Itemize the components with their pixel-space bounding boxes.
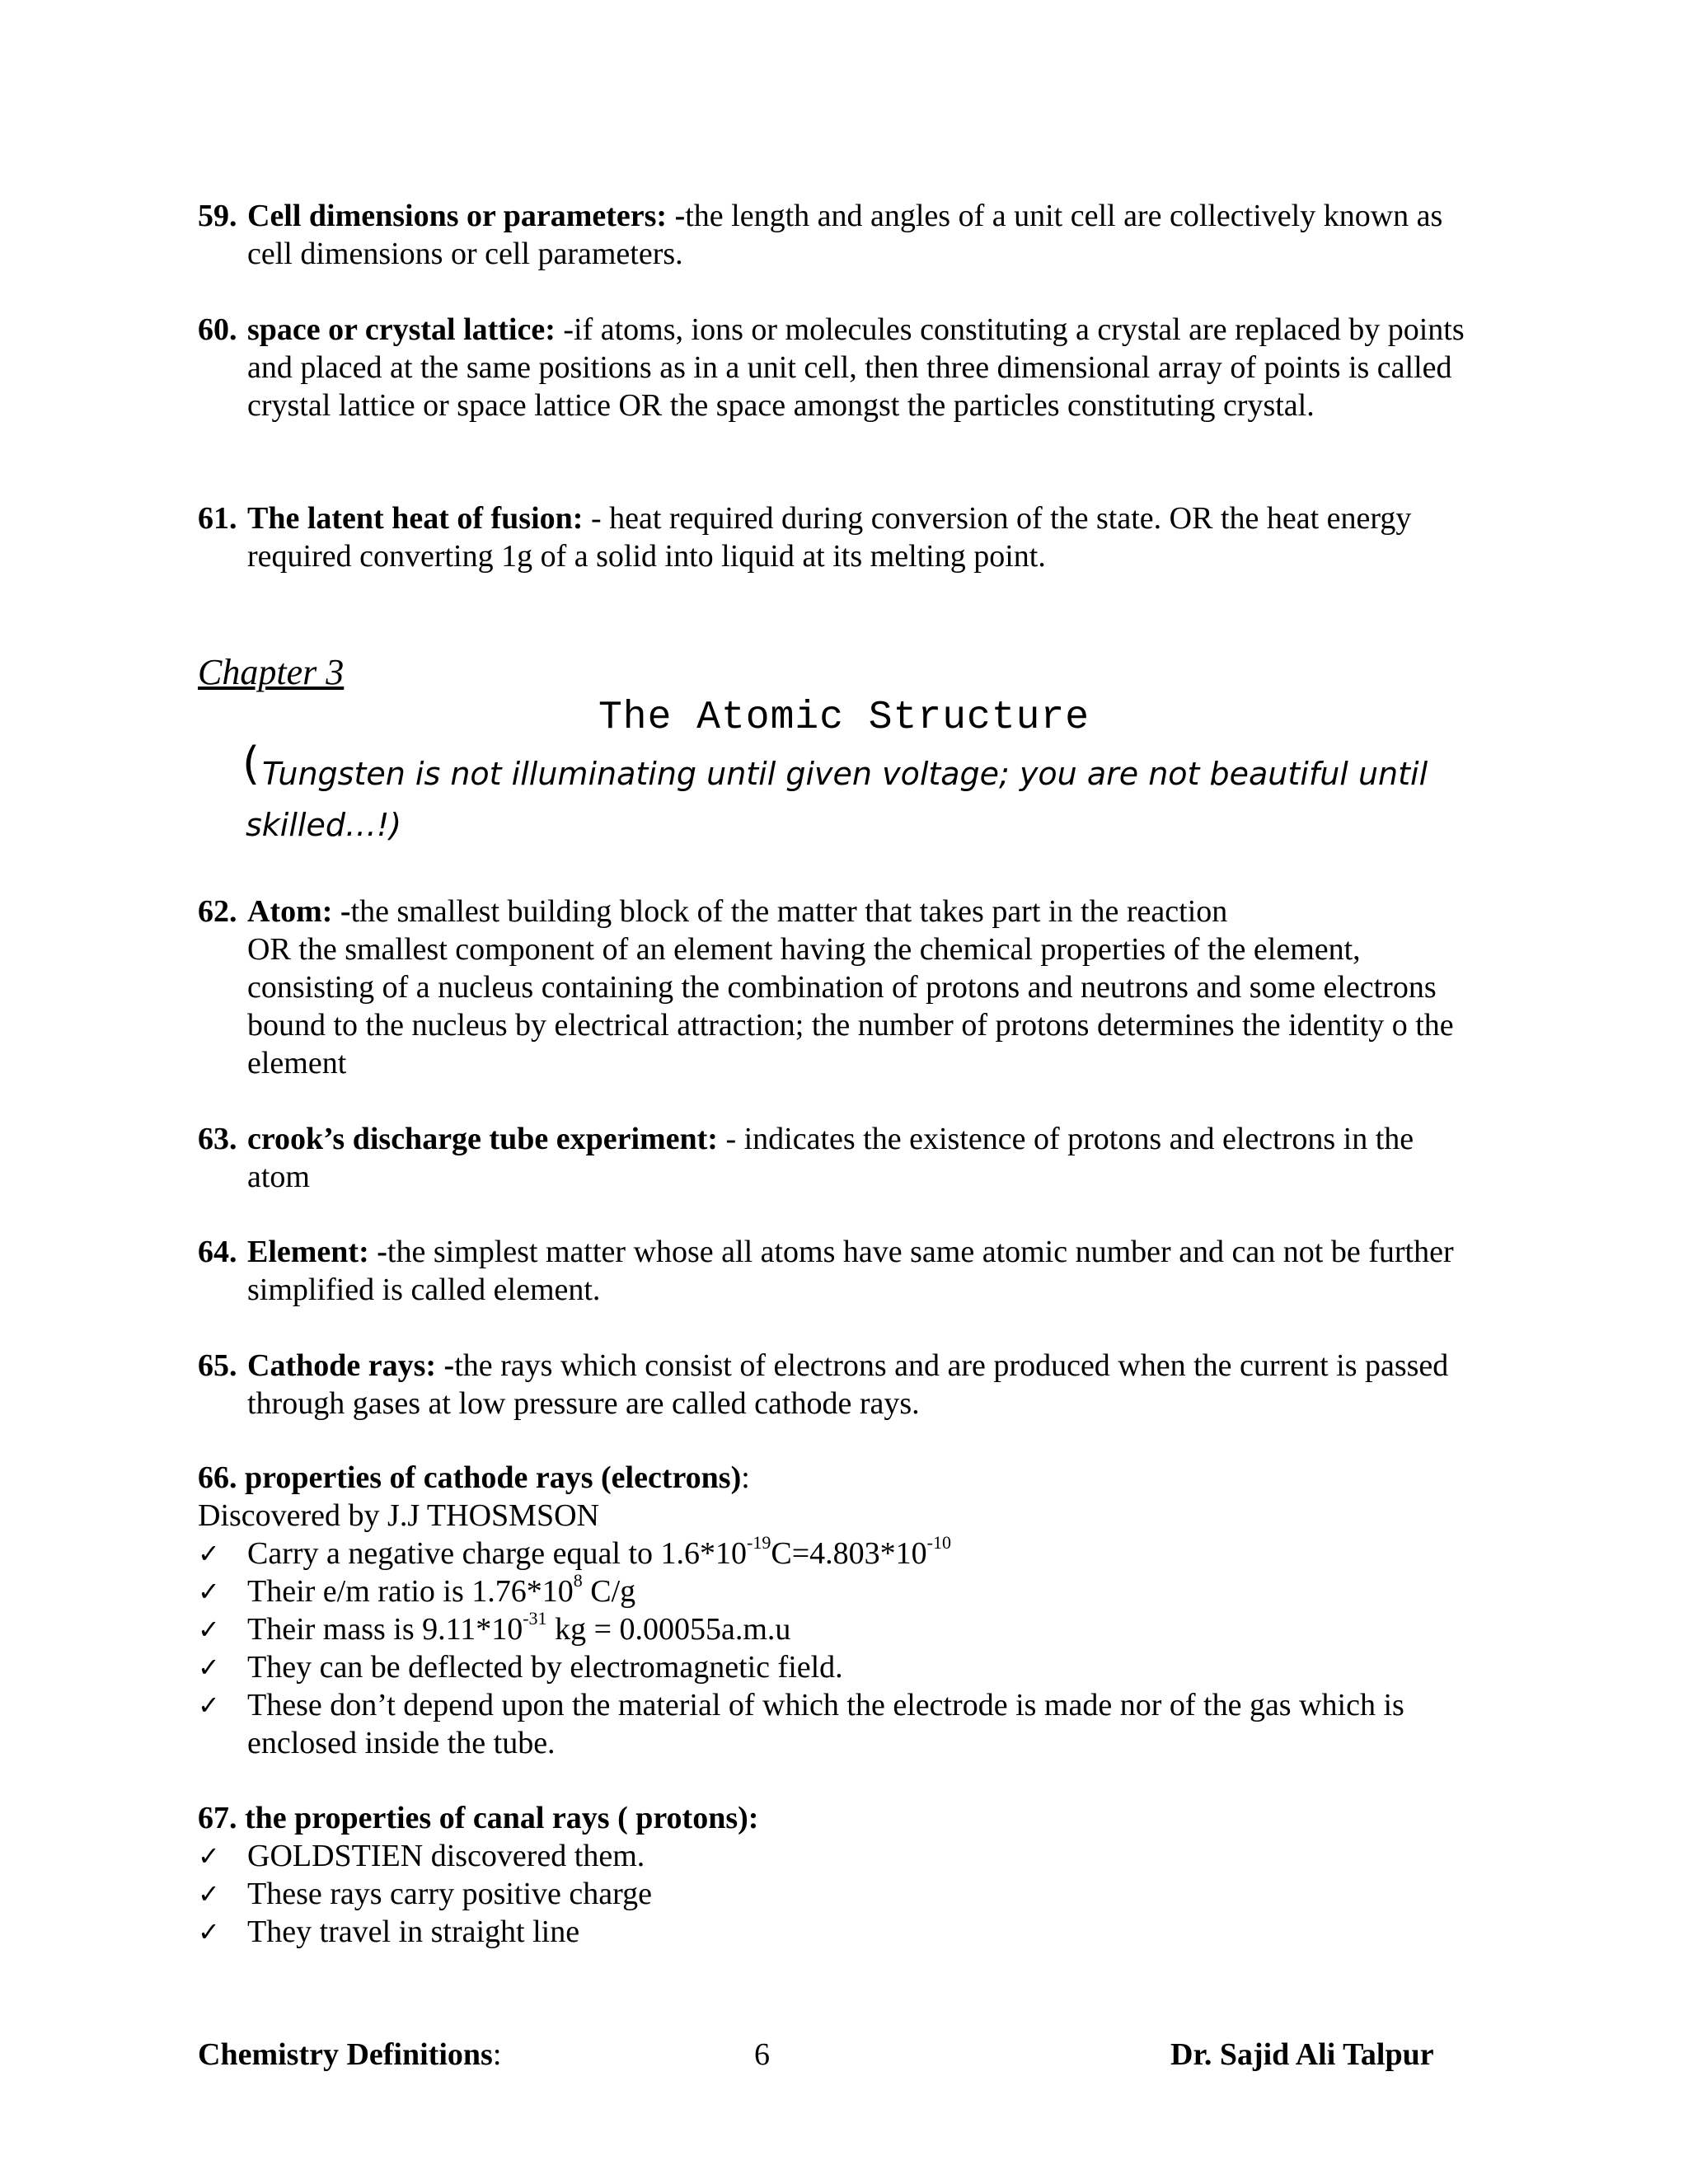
check-icon: ✓ xyxy=(198,1652,220,1683)
chapter-quote xyxy=(242,738,1482,851)
definition-term: Element: - xyxy=(247,1235,387,1269)
definition-body xyxy=(247,197,1484,273)
definition-term: Cell dimensions or parameters: - xyxy=(247,199,686,233)
definition-65 xyxy=(198,1347,1484,1422)
definition-term: space or crystal lattice: xyxy=(247,312,556,347)
cathode-heading-colon: : xyxy=(741,1460,750,1495)
quote-open-paren: ( xyxy=(242,738,260,790)
list-item-text: Carry a negative charge equal to 1.6*10 xyxy=(247,1536,748,1571)
canal-heading-text: 67. the properties of canal rays ( protons): xyxy=(198,1801,759,1835)
definition-text: -if atoms, ions or molecules constituting a crystal are replaced by points and placed at the same positions as in a unit cell, then three dimensional array of points is called crystal lattice or space lattice OR the space amongst the particles constituting crystal. xyxy=(247,312,1465,423)
check-icon: ✓ xyxy=(198,1690,220,1721)
definition-text-continued: OR the smallest component of an element having the chemical properties of the element, consisting of a nucleus containing the combination of protons and neutrons and some electrons bound to the nucleus by electrical attraction; the number of protons determines the identity o the element xyxy=(247,932,1454,1080)
check-icon: ✓ xyxy=(198,1916,220,1947)
definition-term: Atom: - xyxy=(247,894,351,929)
definition-61 xyxy=(198,499,1484,575)
definition-60 xyxy=(198,311,1484,424)
footer-title xyxy=(198,2036,501,2074)
definition-body xyxy=(247,499,1484,575)
list-item-text: kg = 0.00055a.m.u xyxy=(546,1612,791,1647)
chapter-label: Chapter 3 xyxy=(198,652,345,692)
list-item-text: C=4.803*10 xyxy=(771,1536,927,1571)
cathode-discovered: Discovered by J.J THOSMSON xyxy=(198,1498,599,1533)
superscript: -31 xyxy=(523,1608,547,1629)
list-item-text: They travel in straight line xyxy=(247,1915,580,1949)
definition-number: 63. xyxy=(198,1122,237,1156)
list-item xyxy=(198,1610,1500,1648)
definition-term: The latent heat of fusion: xyxy=(247,501,584,536)
definition-59 xyxy=(198,197,1484,273)
list-item-text: They can be deflected by electromagnetic field. xyxy=(247,1650,843,1685)
cathode-heading xyxy=(198,1459,750,1497)
cathode-properties-list xyxy=(198,1532,1500,1762)
superscript: -10 xyxy=(926,1532,951,1554)
definition-number: 61. xyxy=(198,501,237,536)
definition-64 xyxy=(198,1233,1484,1309)
list-item-text: These rays carry positive charge xyxy=(247,1877,652,1911)
page-number: 6 xyxy=(754,2037,770,2072)
definition-number: 60. xyxy=(198,312,237,347)
list-item-text: Their e/m ratio is 1.76*10 xyxy=(247,1574,574,1609)
definition-term: Cathode rays: - xyxy=(247,1348,455,1383)
list-item-text: These don’t depend upon the material of which the electrode is made nor of the gas which is enclosed inside the tube. xyxy=(247,1688,1404,1760)
definition-number: 59. xyxy=(198,199,237,233)
definition-text: the length and angles of a unit cell are collectively known as cell dimensions or cell parameters. xyxy=(247,199,1443,271)
definition-number: 64. xyxy=(198,1235,237,1269)
definition-number: 62. xyxy=(198,894,237,929)
quote-text: Tungsten is not illuminating until given voltage; you are not beautiful until skilled…!) xyxy=(246,756,1428,843)
footer-title-colon: : xyxy=(492,2037,502,2072)
check-icon: ✓ xyxy=(198,1576,220,1607)
definition-63 xyxy=(198,1120,1484,1196)
definition-text: - heat required during conversion of the state. OR the heat energy required converting 1g of a solid into liquid at its melting point. xyxy=(247,501,1412,574)
definition-text: the smallest building block of the matter that takes part in the reaction xyxy=(350,894,1228,929)
list-item xyxy=(198,1532,1500,1572)
definition-body xyxy=(247,1347,1484,1422)
check-icon: ✓ xyxy=(198,1538,220,1569)
chapter-title: The Atomic Structure xyxy=(598,696,1090,740)
list-item xyxy=(198,1572,1500,1610)
check-icon: ✓ xyxy=(198,1878,220,1910)
canal-heading xyxy=(198,1799,758,1837)
list-item xyxy=(198,1913,1500,1951)
superscript: 8 xyxy=(573,1570,583,1591)
list-item xyxy=(198,1686,1500,1762)
superscript: -19 xyxy=(747,1532,771,1554)
footer-author: Dr. Sajid Ali Talpur xyxy=(1170,2037,1434,2072)
definition-body xyxy=(247,893,1484,1082)
footer-title-text: Chemistry Definitions xyxy=(198,2037,493,2072)
definition-text: the simplest matter whose all atoms have same atomic number and can not be further simplified is called element. xyxy=(247,1235,1454,1307)
definition-text: - indicates the existence of protons and electrons in the atom xyxy=(247,1122,1414,1194)
list-item xyxy=(198,1648,1500,1686)
list-item-text: C/g xyxy=(582,1574,636,1609)
definition-text: the rays which consist of electrons and are produced when the current is passed through gases at low pressure are called cathode rays. xyxy=(247,1348,1449,1421)
canal-properties-list xyxy=(198,1837,1500,1951)
definition-body xyxy=(247,1120,1484,1196)
definition-term: crook’s discharge tube experiment: xyxy=(247,1122,718,1156)
definition-62 xyxy=(198,893,1484,1082)
definition-body xyxy=(247,1233,1484,1309)
definition-body xyxy=(247,311,1484,424)
definition-number: 65. xyxy=(198,1348,237,1383)
cathode-heading-text: 66. properties of cathode rays (electrons) xyxy=(198,1460,742,1495)
list-item xyxy=(198,1875,1500,1913)
list-item xyxy=(198,1837,1500,1875)
check-icon: ✓ xyxy=(198,1614,220,1645)
list-item-text: Their mass is 9.11*10 xyxy=(247,1612,523,1647)
list-item-text: GOLDSTIEN discovered them. xyxy=(247,1839,645,1873)
check-icon: ✓ xyxy=(198,1840,220,1872)
